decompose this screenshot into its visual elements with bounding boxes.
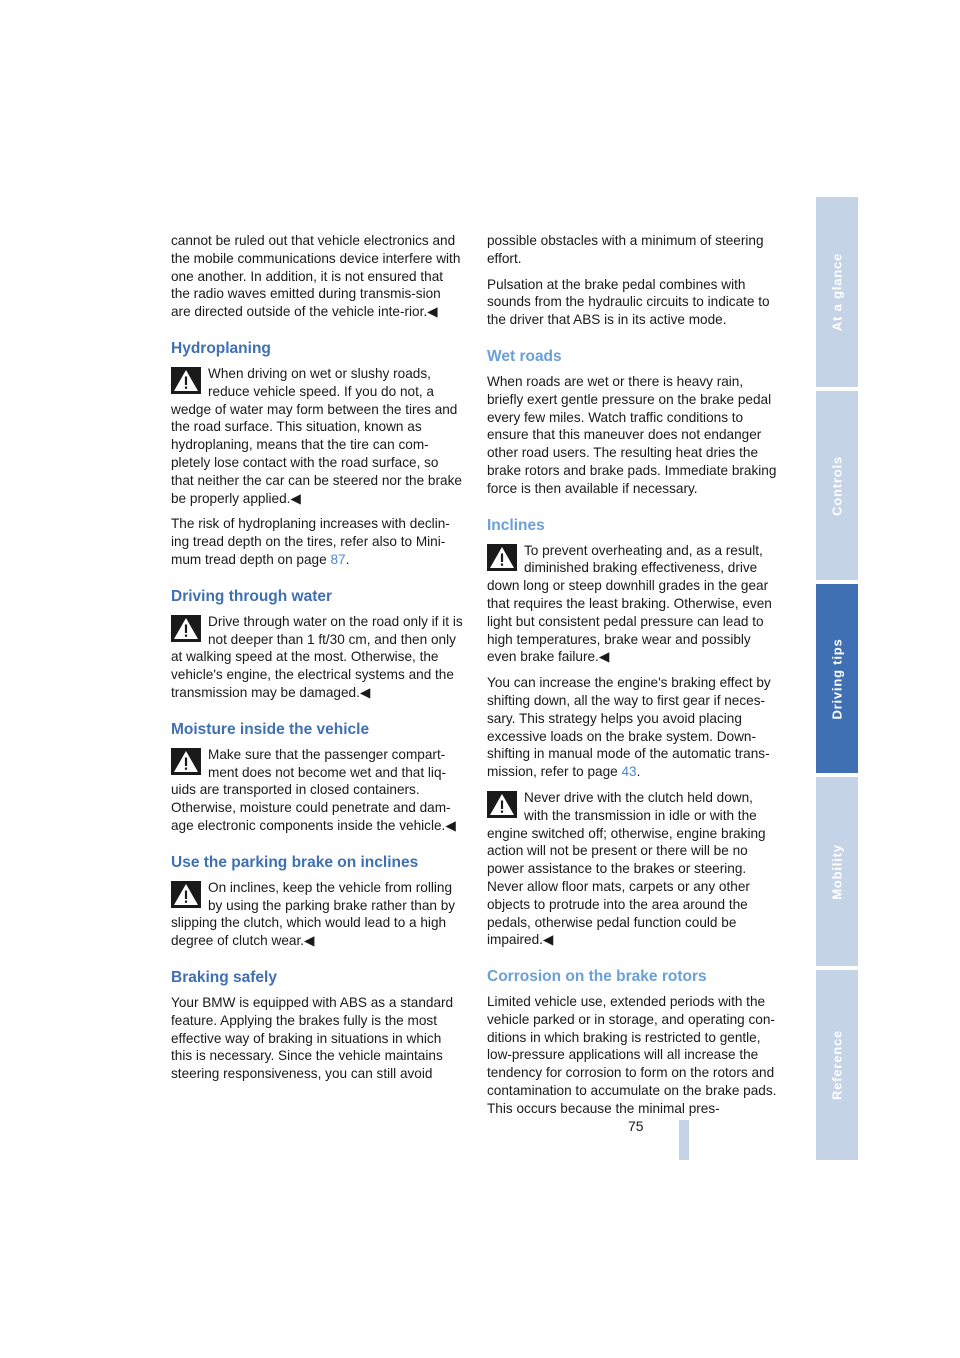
right-column — [487, 232, 779, 1118]
heading-inclines: Inclines — [487, 516, 545, 534]
heading-parking-brake: Use the parking brake on inclines — [171, 853, 419, 871]
tab-reference[interactable] — [816, 970, 858, 1160]
end-mark: ◀ — [304, 933, 315, 949]
warning-triangle-icon — [171, 881, 201, 908]
page-link-43[interactable]: 43 — [621, 764, 637, 780]
end-mark: ◀ — [359, 684, 371, 700]
braking-paragraph: Your BMW is equipped with ABS as a standard feature. Applying the brakes fully is the most effective way of braking in situations in which this is necessary. Since the vehicle maintains steering responsiveness, you can still avoid — [171, 994, 454, 1082]
warning-water: Drive through water on the road only if it is not deeper than 1 ft/30 cm, and then only at walking speed at the most. Otherwise, the vehicle's engine, the electrical systems and the transmission may be damaged.◀ — [171, 613, 463, 700]
warning-triangle-icon — [487, 544, 517, 571]
heading-hydroplaning: Hydroplaning — [171, 339, 271, 357]
page-link-87[interactable]: 87 — [330, 551, 346, 567]
left-column — [171, 232, 463, 1083]
tab-mobility[interactable] — [816, 777, 858, 966]
page-number: 75 — [628, 1118, 644, 1134]
tab-at-a-glance[interactable] — [816, 197, 858, 387]
corrosion-paragraph: Limited vehicle use, extended periods with the vehicle parked or in storage, and operating con-ditions in which braking is restricted to gentle, low-pressure applications will all increase the tendency for corrosion to form on the rotors and contamination to accumulate on the brake pads. This occurs because the minimal pres- — [487, 994, 777, 1116]
tab-label: At a glance — [829, 252, 845, 332]
warning-parking-brake: On inclines, keep the vehicle from rolling by using the parking brake rather than by slipping the clutch, which would lead to a high degree of clutch wear.◀ — [171, 879, 456, 949]
heading-braking-safely: Braking safely — [171, 968, 277, 986]
tab-controls[interactable] — [816, 391, 858, 580]
intro-paragraph: cannot be ruled out that vehicle electronics and the mobile communications device interfere with one another. In addition, it is not ensured that the radio waves emitted during transmis-sion are directed outside of the vehicle inte-rior.◀ — [171, 233, 461, 320]
warning-triangle-icon — [171, 748, 201, 775]
end-mark: ◀ — [542, 932, 554, 948]
warning-triangle-icon — [487, 791, 517, 818]
heading-wet-roads: Wet roads — [487, 347, 562, 365]
continuation-paragraph: possible obstacles with a minimum of steering effort. — [487, 233, 764, 266]
wet-roads-paragraph: When roads are wet or there is heavy rain, briefly exert gentle pressure on the brake pedal every few miles. Watch traffic conditions to ensure that this maneuver does not endanger other road users. The resulting heat dries the brake rotors and brake pads. Immediate braking force is then available if necessary. — [487, 373, 777, 496]
tab-label: Controls — [829, 455, 845, 516]
pulsation-paragraph: Pulsation at the brake pedal combines with sounds from the hydraulic circuits to indicate to the driver that ABS is in its active mode. — [487, 276, 770, 328]
warning-inclines-overheating: To prevent overheating and, as a result, diminished braking effectiveness, drive down long or steep downhill grades in the gear that requires the least braking. Otherwise, even light but consistent pedal pressure can lead to high temperatures, brake wear and possibly even brake failure.◀ — [487, 542, 772, 665]
warning-clutch: Never drive with the clutch held down, with the transmission in idle or with the engine switched off; otherwise, engine braking action will not be present or there will be no power assistance to the brakes or steering. Never allow floor mats, carpets or any other objects to protrude into the area around the pedals, otherwise pedal function could be impaired.◀ — [487, 789, 766, 948]
end-mark: ◀ — [290, 490, 301, 506]
chapter-sidebar — [816, 197, 858, 1160]
warning-triangle-icon — [171, 367, 201, 394]
end-mark: ◀ — [445, 817, 456, 833]
hydroplaning-paragraph: The risk of hydroplaning increases with declin-ing tread depth on the tires, refer also to Mini-mum tread depth on page 87. — [171, 516, 450, 567]
heading-corrosion: Corrosion on the brake rotors — [487, 968, 707, 986]
heading-driving-through-water: Driving through water — [171, 587, 333, 605]
tab-label: Driving tips — [829, 637, 845, 720]
warning-triangle-icon — [171, 615, 201, 642]
end-mark: ◀ — [598, 649, 610, 665]
engine-braking-paragraph: You can increase the engine's braking effect by shifting down, all the way to first gear if neces-sary. This strategy helps you avoid placing excessive loads on the brake system. Down-shifting in manual mode of the automatic trans-mission, refer to page 43. — [487, 675, 771, 780]
end-mark: ◀ — [427, 304, 438, 320]
tab-driving-tips[interactable] — [816, 584, 858, 773]
heading-moisture: Moisture inside the vehicle — [171, 720, 370, 738]
tab-label: Mobility — [829, 843, 845, 900]
warning-moisture: Make sure that the passenger compart-ment does not become wet and that liq-uids are transported in closed containers. Otherwise, moisture could penetrate and dam-age electronic components inside the vehicle.◀ — [171, 746, 456, 833]
page-number-bar — [679, 1120, 689, 1160]
tab-label: Reference — [829, 1029, 845, 1101]
warning-hydroplaning: When driving on wet or slushy roads, reduce vehicle speed. If you do not, a wedge of water may form between the tires and the road surface. This situation, known as hydroplaning, means that the tire can com-pletely lose contact with the road surface, so that neither the car can be steered nor the brake be properly applied.◀ — [171, 365, 462, 506]
